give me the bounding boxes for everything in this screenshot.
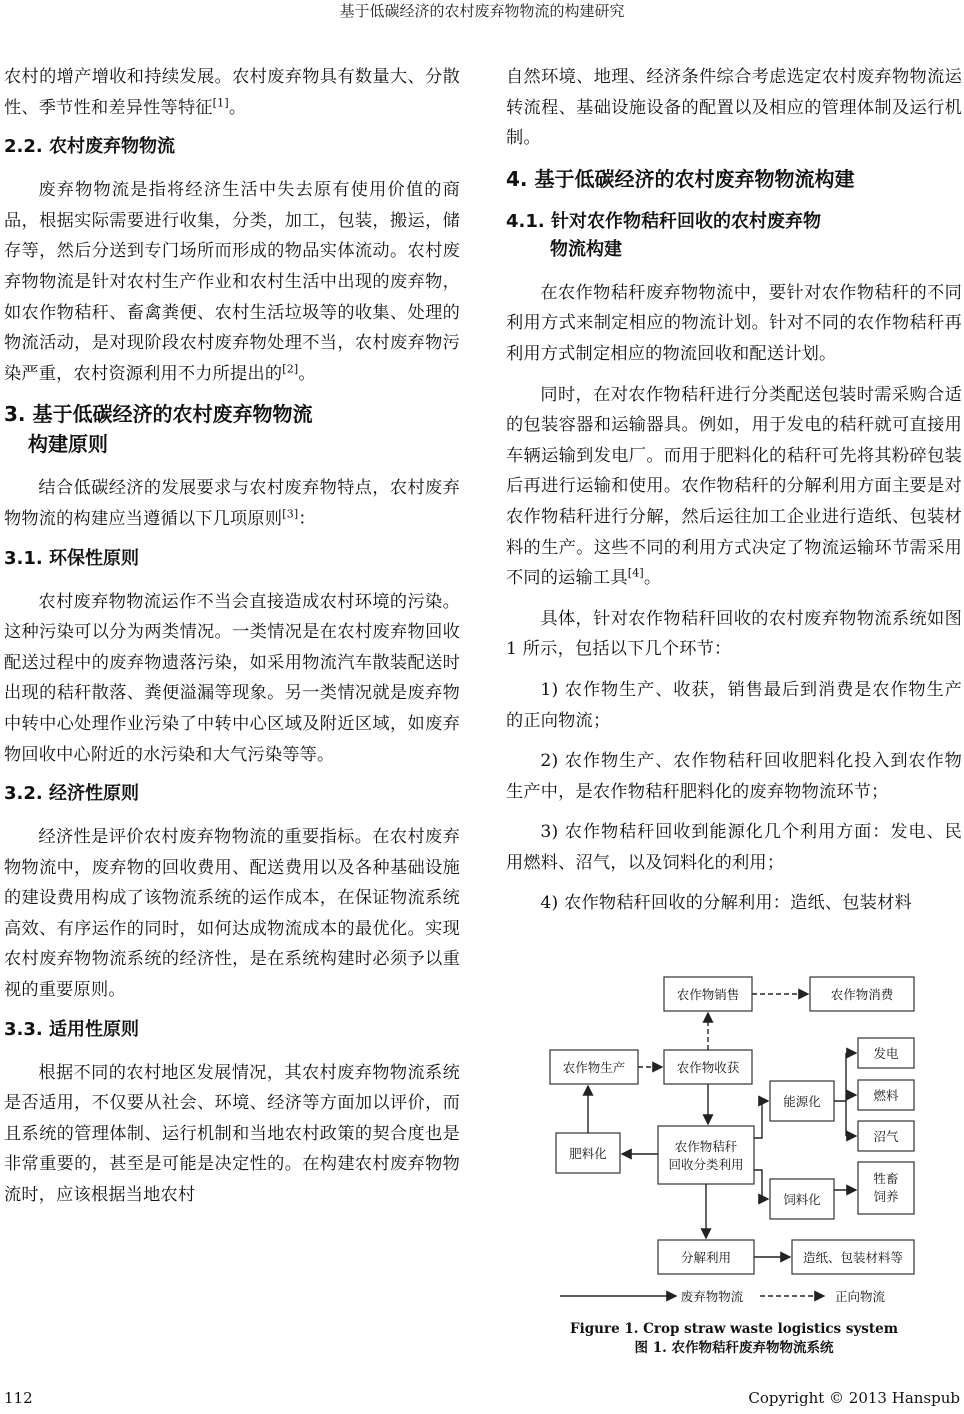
list-item-3: 3) 农作物秸秆回收到能源化几个利用方面：发电、民用燃料、沼气，以及饲料化的利用； [506,822,962,873]
figure-1-diagram [506,968,962,1314]
box-livestock [858,1162,914,1214]
flow-diagram [506,968,962,1314]
legend-forward-label: 正向物流 [834,1289,886,1304]
branch-energy [834,1053,846,1136]
citation-3[interactable]: [3] [282,507,299,521]
paragraph-3: 结合低碳经济的发展要求与农村废弃物特点，农村废弃物物流的构建应当遵循以下几项原则[3]： [4,478,460,529]
figure-caption-cn: 图 1. 农作物秸秆废弃物物流系统 [634,1340,834,1356]
heading-3-3: 3.3. 适用性原则 [4,1018,139,1040]
label-fertilizer: 肥料化 [569,1146,607,1161]
list-item-4: 4) 农作物秸秆回收的分解利用：造纸、包装材料 [540,893,912,914]
label-paper: 造纸、包装材料等 [802,1250,904,1265]
paragraph-intro: 农村的增产增收和持续发展。农村废弃物具有数量大、分散性、季节性和差异性等特征[1]。 [4,67,460,118]
label-biogas: 沼气 [873,1129,899,1144]
heading-2-2: 2.2. 农村废弃物物流 [4,136,175,158]
arrow-straw-feed [754,1170,768,1199]
heading-3-line2: 构建原则 [28,432,108,457]
paragraph-2-2: 废弃物物流是指将经济生活中失去原有使用价值的商品，根据实际需要进行收集，分类，加工，包装，搬运，储存等，然后分送到专门场所而形成的物品实体流动。农村废弃物物流是针对农村生产作业和农村生活中出现的废弃物，如农作物秸秆、畜禽粪便、农村生活垃圾等的收集、处理的物流活动，是对现阶段农村废弃物处理不当，农村废弃物污染严重，农村资源利用不力所提出的[2]。 [4,180,460,384]
heading-3-1: 3.1. 环保性原则 [4,547,139,569]
list-item-1: 1) 农作物生产、收获，销售最后到消费是农作物生产的正向物流； [506,679,962,731]
label-fuel: 燃料 [873,1088,899,1103]
heading-4: 4. 基于低碳经济的农村废弃物物流构建 [506,166,855,191]
paragraph-continued: 自然环境、地理、经济条件综合考虑选定农村废弃物物流运转流程、基础设施设备的配置以及相应的管理体制及运行机制。 [506,67,962,149]
paragraph-3-3: 根据不同的农村地区发展情况，其农村废弃物物流系统是否适用，不仅要从社会、环境、经济等方面加以评价，而且系统的管理体制、运行机制和当地农村政策的契合度也是非常重要的，甚至是可能是决定性的。在构建农村废弃物物流时，应该根据当地农村 [4,1062,460,1206]
heading-3-line1: 3. 基于低碳经济的农村废弃物物流 [4,402,313,427]
heading-4-1 [506,208,962,264]
label-decompose: 分解利用 [680,1250,732,1265]
paragraph-4-1-a: 在农作物秸秆废弃物物流中，要针对农作物秸秆的不同利用方式来制定相应的物流计划。针对不同的农作物秸秆再利用方式制定相应的物流回收和配送计划。 [506,282,962,364]
heading-4-1-line2: 物流构建 [550,238,622,260]
running-header: 基于低碳经济的农村废弃物物流的构建研究 [339,2,625,20]
heading-3 [4,399,460,459]
heading-4-1-line1: 4.1. 针对农作物秸秆回收的农村废弃物 [506,210,821,232]
label-straw-line1: 农作物秸秆 [674,1139,738,1154]
right-column [506,62,962,929]
label-straw-line2: 回收分类利用 [668,1157,744,1172]
label-sales: 农作物销售 [676,987,740,1002]
paragraph-3-2: 经济性是评价农村废弃物物流的重要指标。在农村废弃物物流中，废弃物的回收费用、配送费用以及各种基础设施的建设费用构成了该物流系统的运作成本，在保证物流系统高效、有序运作的同时，如何达成物流成本的最优化。实现农村废弃物物流系统的经济性，是在系统构建时必须予以重视的重要原则。 [4,827,460,1001]
label-livestock-line2: 饲养 [873,1189,899,1204]
label-consumption: 农作物消费 [830,987,894,1002]
label-production: 农作物生产 [562,1060,626,1075]
label-harvest: 农作物收获 [676,1060,740,1075]
label-energy: 能源化 [783,1094,821,1109]
label-feed: 饲料化 [783,1192,821,1207]
page-number: 112 [4,1389,33,1407]
label-power: 发电 [873,1046,899,1061]
figure-caption-en: Figure 1. Crop straw waste logistics system [569,1321,898,1337]
citation-4[interactable]: [4] [627,566,644,580]
legend-waste-label: 废弃物物流 [680,1289,744,1304]
paragraph-4-1-c: 具体，针对农作物秸秆回收的农村废弃物物流系统如图 1 所示，包括以下几个环节： [506,608,962,660]
arrow-straw-energy [754,1101,768,1138]
label-livestock-line1: 牲畜 [873,1171,899,1186]
citation-1[interactable]: [1] [212,95,229,109]
paragraph-3-1: 农村废弃物物流运作不当会直接造成农村环境的污染。这种污染可以分为两类情况。一类情况是在农村废弃物回收配送过程中的废弃物遗落污染，如采用物流汽车散装配送时出现的秸秆散落、粪便溢漏等现象。另一类情况就是废弃物中转中心处理作业污染了中转中心区域及附近区域，如废弃物回收中心附近的水污染和大气污染等等。 [4,591,460,765]
box-straw [658,1126,754,1184]
left-column [4,62,460,1221]
paragraph-4-1-b: 同时，在对农作物秸秆进行分类配送包装时需采购合适的包装容器和运输器具。例如，用于发电的秸秆就可直接用车辆运输到发电厂。而用于肥料化的秸秆可先将其粉碎包装后再进行运输和使用。农作物秸秆的分解利用方面主要是对农作物秸秆进行分解，然后运往加工企业进行造纸、包装材料的生产。这些不同的利用方式决定了物流运输环节需采用不同的运输工具[4]。 [506,384,962,589]
heading-3-2: 3.2. 经济性原则 [4,783,139,805]
copyright-notice: Copyright © 2013 Hanspub [748,1389,960,1407]
list-item-2: 2) 农作物生产、农作物秸秆回收肥料化投入到农作物生产中，是农作物秸秆肥料化的废弃物物流环节； [506,751,962,802]
citation-2[interactable]: [2] [282,362,299,376]
